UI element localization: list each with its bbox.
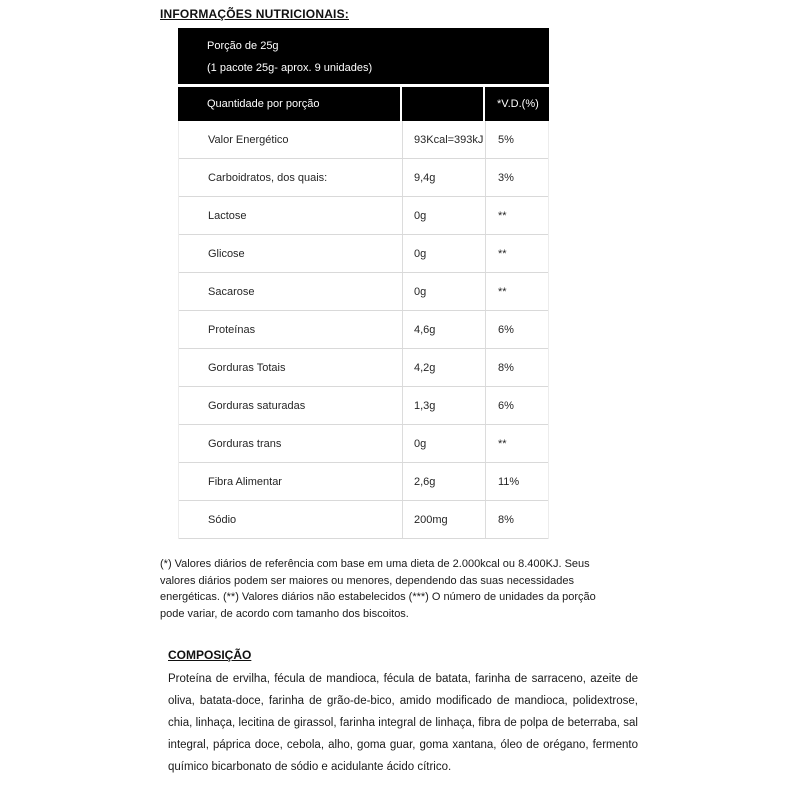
table-row: [179, 501, 548, 539]
table-row: [179, 235, 548, 273]
nutrient-vd: 3%: [498, 171, 514, 184]
nutrient-vd: 8%: [498, 513, 514, 526]
nutrient-label: Gorduras saturadas: [179, 387, 403, 424]
nutrient-vd: 5%: [498, 133, 514, 146]
nutrient-amount: 1,3g: [403, 387, 486, 424]
nutrient-label: Glicose: [179, 235, 403, 272]
nutrient-vd: **: [498, 209, 507, 222]
nutrient-label: Lactose: [179, 197, 403, 234]
table-row: [179, 463, 548, 501]
nutrient-amount: 93Kcal=393kJ: [403, 121, 486, 158]
nutrient-label: Carboidratos, dos quais:: [179, 159, 403, 196]
table-body: [178, 121, 549, 539]
table-row: [179, 273, 548, 311]
nutrient-vd: 8%: [498, 361, 514, 374]
nutrient-label: Valor Energético: [179, 121, 403, 158]
nutrient-label: Sacarose: [179, 273, 403, 310]
nutrient-amount: 0g: [403, 197, 486, 234]
nutrient-amount: 0g: [403, 273, 486, 310]
nutrient-amount: 4,2g: [403, 349, 486, 386]
table-row: [179, 121, 548, 159]
table-row: [179, 311, 548, 349]
nutrient-vd: 6%: [498, 399, 514, 412]
table-row: [179, 425, 548, 463]
table-row: [179, 197, 548, 235]
nutrient-vd: **: [498, 437, 507, 450]
composition-heading: COMPOSIÇÃO: [168, 648, 252, 662]
nutrient-label: Fibra Alimentar: [179, 463, 403, 500]
nutrient-amount: 4,6g: [403, 311, 486, 348]
nutrient-label: Proteínas: [179, 311, 403, 348]
nutrient-label: Sódio: [179, 501, 403, 538]
serving-info-header: [178, 28, 549, 84]
nutrient-amount: 0g: [403, 235, 486, 272]
serving-size: Porção de 25g: [207, 40, 279, 52]
daily-values-footnote: (*) Valores diários de referência com base em uma dieta de 2.000kcal ou 8.400KJ. Seus valores diários podem ser maiores ou menores, dependendo das suas necessidades energéticas. (**) Valores diários não estabelecidos (***) O número de unidades da porção pode variar, de acordo com tamanho dos biscoitos.: [160, 558, 596, 620]
nutrient-amount: 2,6g: [403, 463, 486, 500]
nutrient-label: Gorduras Totais: [179, 349, 403, 386]
nutrition-table: [178, 28, 549, 539]
nutrient-vd: **: [498, 247, 507, 260]
nutrient-amount: 9,4g: [403, 159, 486, 196]
header-amount-column: [402, 87, 483, 121]
nutrient-vd: 6%: [498, 323, 514, 336]
nutrient-vd: **: [498, 285, 507, 298]
nutrient-label: Gorduras trans: [179, 425, 403, 462]
table-row: [179, 349, 548, 387]
nutrient-amount: 0g: [403, 425, 486, 462]
table-header-row: [178, 87, 549, 121]
header-daily-value: *V.D.(%): [485, 87, 549, 121]
nutrient-amount: 200mg: [403, 501, 486, 538]
nutrient-vd: 11%: [498, 475, 520, 488]
serving-detail: (1 pacote 25g- aprox. 9 unidades): [207, 62, 373, 74]
header-quantity-per-serving: Quantidade por porção: [178, 87, 400, 121]
table-row: [179, 159, 548, 197]
table-row: [179, 387, 548, 425]
page-title: INFORMAÇÕES NUTRICIONAIS:: [160, 7, 349, 21]
composition-ingredients: Proteína de ervilha, fécula de mandioca, fécula de batata, farinha de sarraceno, azeite de oliva, batata-doce, farinha de grão-de-bico, amido modificado de mandioca, polidextrose, chia, linhaça, lecitina de girassol, farinha integral de linhaça, fibra de polpa de beterraba, sal integral, páprica doce, cebola, alho, goma guar, goma xantana, óleo de orégano, fermento químico bicarbonato de sódio e acidulante ácido cítrico.: [168, 673, 638, 773]
